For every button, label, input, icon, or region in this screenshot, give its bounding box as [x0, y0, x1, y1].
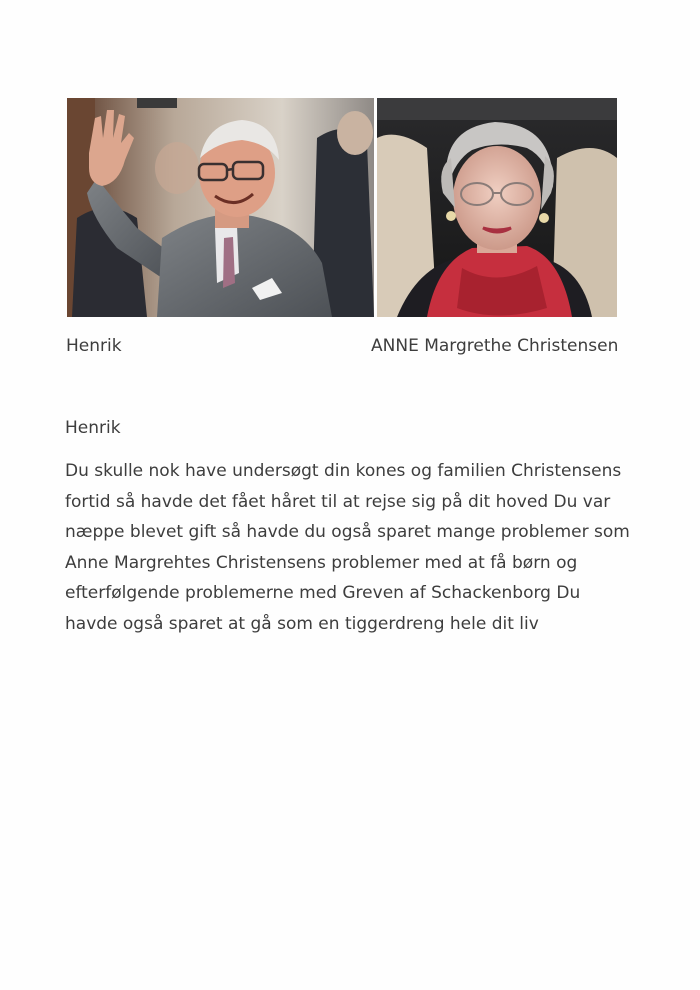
- caption-henrik: Henrik: [66, 336, 122, 356]
- letter-line: efterfølgende problemerne med Greven af Schackenborg Du: [65, 583, 581, 603]
- caption-anne-margrethe: ANNE Margrethe Christensen: [371, 336, 619, 356]
- man-waving-illustration: [67, 98, 374, 317]
- letter-line: fortid så havde det fået håret til at rejse sig på dit hoved Du var: [65, 491, 611, 512]
- letter-greeting: Henrik: [65, 418, 121, 438]
- letter-line: havde også sparet at gå som en tiggerdreng hele dit liv: [65, 613, 539, 634]
- letter-body: [65, 456, 665, 639]
- man-waving-photo: [67, 98, 374, 317]
- woman-in-car-illustration: [377, 98, 617, 317]
- letter-line: Anne Margrehtes Christensens problemer med at få børn og: [65, 552, 578, 573]
- letter-line: næppe blevet gift så havde du også sparet mange problemer som: [65, 522, 630, 542]
- woman-in-car-photo: [377, 98, 617, 317]
- letter-line: Du skulle nok have undersøgt din kones og familien Christensens: [65, 461, 622, 481]
